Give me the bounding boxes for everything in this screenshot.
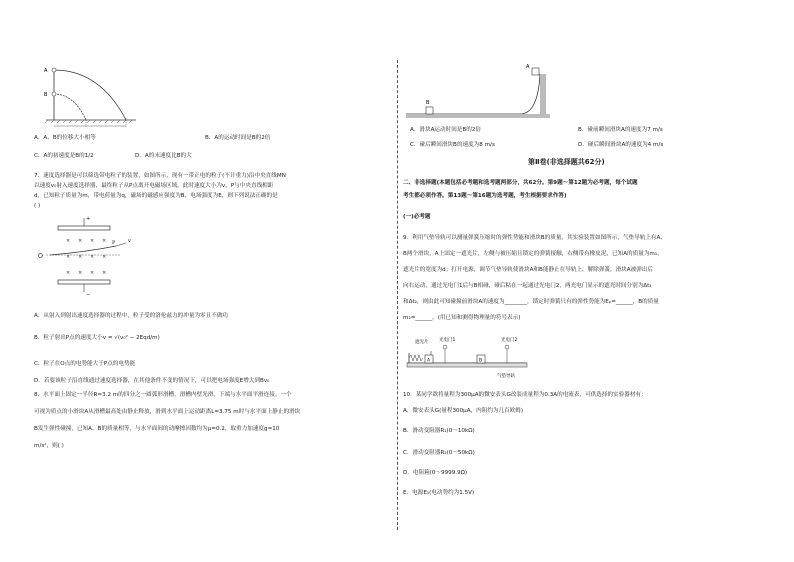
rail-label: 气垫导轨 (497, 374, 515, 379)
column-divider (397, 60, 398, 530)
q9-line-1: 9．利用气垫导轨可以测量弹簧压缩时的弹性势能和滑块B的质量，其实验装置如图所示，气垫导轨上有A、 (403, 235, 666, 241)
q9-line-2: B两个滑块，A上固定一遮光片，左侧与被压缩且锁定的弹簧接触，右侧带有橡皮泥，已知A的质量为m₁， (403, 251, 663, 257)
part2-line-1: 二、非选择题(本题包括必考题和选考题两部分，共62分。第9题～第12题为必考题，每个试题 (403, 180, 638, 186)
required-label: (一)必考题 (403, 214, 431, 220)
svg-text:×: × (66, 238, 71, 244)
q8-line-1: 8．水平面上固定一半径R=3.2 m的四分之一圆弧形滑槽，滑槽内壁光滑，下端与水平面平滑连接。一个 (34, 392, 292, 398)
q9-line-5: 和Δt₂，则由此可知碰撞前滑块A的速度为________，锁定时弹簧只有的弹性势能为Eₚ=______，B的质量 (403, 299, 659, 305)
plus-terminal-label: + (86, 216, 91, 222)
q7-line-3: d，已知粒子质量为m，带电荷量为q，磁场的磁感应强度为B，电场强度为E，则下列说法正确的是 (34, 193, 278, 199)
q7-line-2: 以速度v₀射入速度选择器，最终粒子从P点离开电磁场区域，此时速度大小为v，P与中央直线相距 (34, 183, 274, 189)
q7-line-1: 7．速度选择器是可以筛选带电粒子的装置，如图所示，现有一带正电的粒子(不计重力)沿中央直线MN (34, 173, 286, 179)
svg-text:×: × (78, 254, 83, 260)
svg-text:×: × (102, 254, 107, 260)
fig1-label-a: A (44, 68, 48, 74)
q9-line-3: 遮光片的宽度为d；打开电源，调节气垫导轨使滑块A和B能静止在导轨上，解除弹簧，滑块A被弹出后 (403, 267, 653, 273)
q9-line-4: 向右运动，通过光电门1后与B相碰，碰后粘在一起通过光电门2，两光电门显示的遮光时间分别为Δt₁ (403, 283, 652, 289)
fig1-label-b: B (44, 92, 48, 98)
q8-line-4: m/s²，则( ) (34, 443, 64, 449)
q8-option-a: A．滑块A运动时间是B的2倍 (410, 127, 481, 133)
svg-text:×: × (102, 238, 107, 244)
q7-option-b: B．粒子射出P点的速度大小v = √(v₀² − 2Eqd/m) (34, 335, 160, 341)
slide-track-figure (402, 60, 552, 122)
q6-option-a: A．A、B的位移大小相等 (34, 135, 96, 141)
q6-option-d: D．A的末速度比B的大 (135, 153, 192, 159)
q8-option-d: D．碰后瞬间滑块A的速度为4 m/s (578, 142, 664, 148)
point-o-label: O (38, 253, 43, 260)
q8-line-3: B发生弹性碰撞，已知A、B的质量相等，与水平面间的动摩擦因数均为μ=0.2，取重力加速度g=10 (34, 426, 280, 432)
q10-option-b: B．滑动变阻器R₁(0～10kΩ) (403, 428, 475, 434)
q8-option-b: B．碰前瞬间滑块A的速度为7 m/s (578, 127, 663, 133)
q8-line-2: 可视为质点的小滑块A从滑槽最高处由静止释放，滑到水平面上运动距离L=3.75 m时与水平面上静止的滑块 (34, 409, 301, 415)
svg-text:×: × (90, 270, 95, 276)
section-title: 第Ⅱ卷(非选择题共62分) (528, 158, 605, 166)
q10-line-1: 10．某同学欲将量程为300μA的微安表头G改装成量程为0.3A的电流表，可供选择的实验器材有： (403, 392, 647, 398)
svg-text:×: × (78, 270, 83, 276)
q7-option-d: D．若要该粒子沿直线通过速度选择器，在其他条件不变的情况下，可以把电场强度E增大到Bv₀ (34, 378, 270, 384)
gate2-label: 光电门2 (501, 338, 518, 343)
slider-b-label: B (479, 358, 483, 364)
q9-line-6: m₂=______。(用已知和测得物理量的符号表示) (403, 315, 521, 321)
q7-option-a: A．从射入到射出速度选择器的过程中，粒子受的洛伦兹力的冲量为零且不做功 (34, 313, 229, 319)
block-a-label: A (526, 64, 530, 70)
part2-line-2: 考生都必须作答。第13题～第16题为选考题，考生根据要求作答) (403, 193, 567, 199)
block-b-label: B (426, 100, 430, 106)
point-p-label: P (112, 240, 116, 246)
svg-text:×: × (66, 254, 71, 260)
velocity-selector-figure (36, 212, 136, 302)
q7-option-c: C．粒子在O点的电势能大于P点的电势能 (34, 361, 136, 367)
gate1-label: 光电门1 (439, 338, 456, 343)
velocity-v-label: v (128, 238, 131, 244)
air-track-figure (403, 333, 533, 383)
q6-option-c: C．A的初速度是B的1/2 (34, 153, 94, 159)
svg-text:×: × (102, 270, 107, 276)
q10-option-a: A．微安表头G(量程300μA，内阻约为几百欧姆) (403, 408, 524, 414)
minus-terminal-label: − (86, 292, 91, 298)
svg-text:×: × (90, 254, 95, 260)
q6-option-b: B．A的运动时间是B的2倍 (205, 135, 271, 141)
q7-line-4: ( ) (34, 203, 41, 209)
svg-text:×: × (66, 270, 71, 276)
q10-option-c: C．滑动变阻器R₂(0～50kΩ) (403, 450, 475, 456)
q8-option-c: C．碰后瞬间滑块B的速度为8 m/s (410, 142, 495, 148)
svg-text:×: × (78, 238, 83, 244)
q10-option-e: E．电源E₁(电动势约为1.5V) (403, 490, 475, 496)
shade-label: 遮光片 (415, 340, 429, 345)
projectile-figure (40, 62, 140, 132)
slider-a-label: A (427, 358, 431, 364)
svg-text:×: × (90, 238, 95, 244)
q10-option-d: D．电阻箱(0～9999.9Ω) (403, 470, 468, 476)
